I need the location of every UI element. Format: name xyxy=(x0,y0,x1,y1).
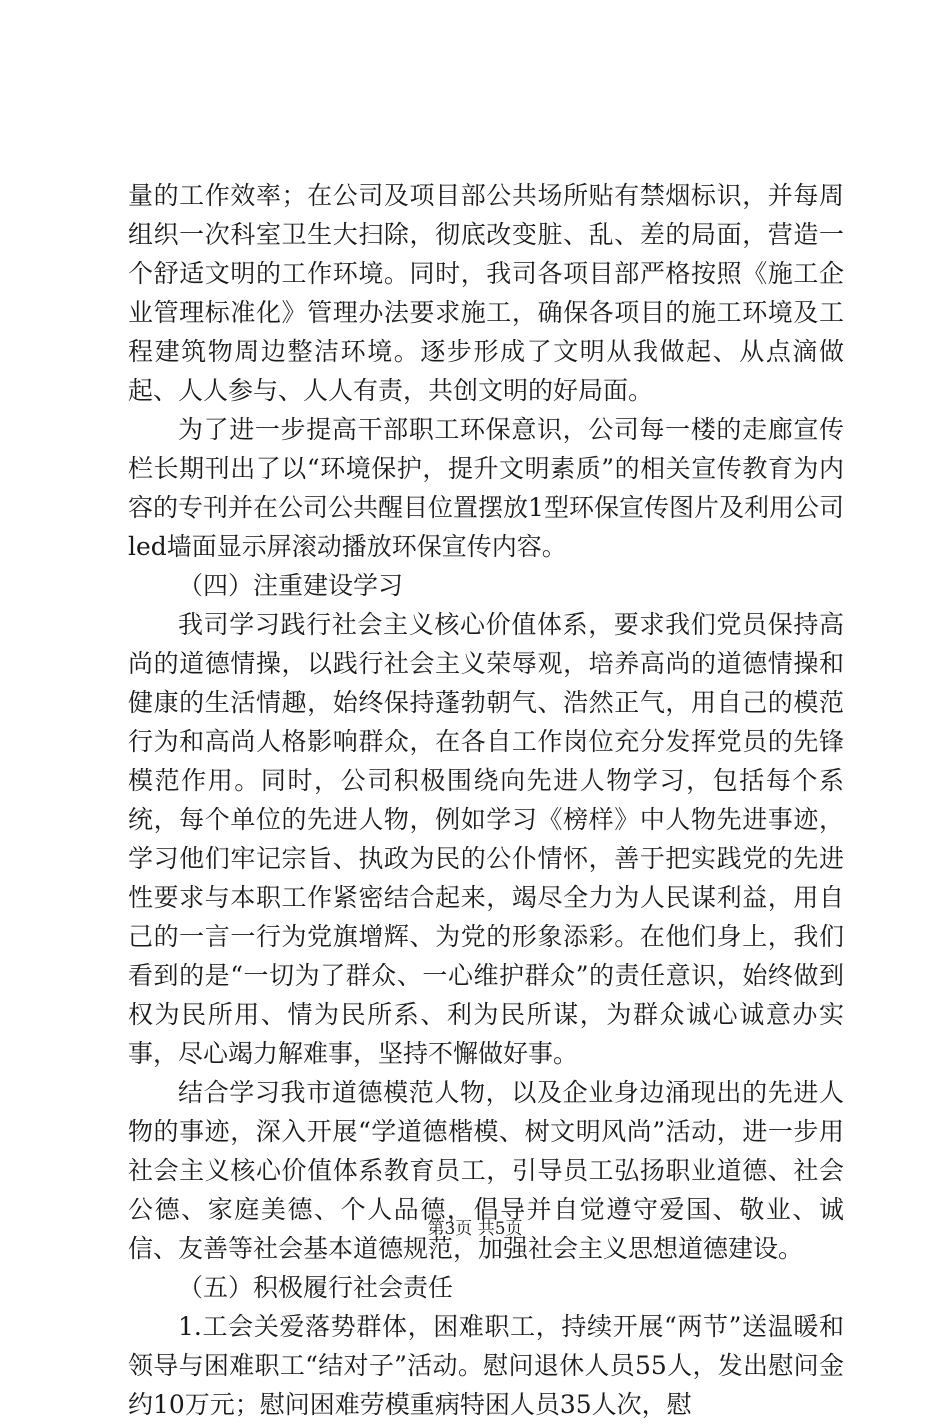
section-heading: （五）积极履行社会责任 xyxy=(178,1273,454,1302)
paragraph: 量的工作效率；在公司及项目部公共场所贴有禁烟标识，并每周组织一次科室卫生大扫除，彻底改变脏、乱、差的局面，营造一个舒适文明的工作环境。同时，我司各项目部严格按照《施工企业管理标准化》管理办法要求施工，确保各项目的施工环境及工程建筑物周边整洁环境。逐步形成了文明从我做起、从点滴做起、人人参与、人人有责，共创文明的好局面。 xyxy=(128,181,844,405)
paragraph: 结合学习我市道德模范人物，以及企业身边涌现出的先进人物的事迹，深入开展“学道德楷模、树文明风尚”活动，进一步用社会主义核心价值体系教育员工，引导员工弘扬职业道德、社会公德、家庭美德、个人品德，倡导并自觉遵守爱国、敬业、诚信、友善等社会基本道德规范，加强社会主义思想道德建设。 xyxy=(128,1078,844,1263)
paragraph: 我司学习践行社会主义核心价值体系，要求我们党员保持高尚的道德情操，以践行社会主义荣辱观，培养高尚的道德情操和健康的生活情趣，始终保持蓬勃朝气、浩然正气，用自己的模范行为和高尚人格影响群众，在各自工作岗位充分发挥党员的先锋模范作用。同时，公司积极围绕向先进人物学习，包括每个系统，每个单位的先进人物，例如学习《榜样》中人物先进事迹，学习他们牢记宗旨、执政为民的公仆情怀，善于把实践党的先进性要求与本职工作紧密结合起来，竭尽全力为人民谋利益，用自己的一言一行为党旗增辉、为党的形象添彩。在他们身上，我们看到的是“一切为了群众、一心维护群众”的责任意识，始终做到权为民所用、情为民所系、利为民所谋，为群众诚心诚意办实事，尽心竭力解难事，坚持不懈做好事。 xyxy=(128,610,844,1068)
section-heading: （四）注重建设学习 xyxy=(178,571,404,600)
page-footer: 第3页 共5页 xyxy=(427,1219,523,1239)
paragraph: 1.工会关爱落势群体，困难职工，持续开展“两节”送温暖和领导与困难职工“结对子”活动。慰问退休人员55人，发出慰问金约10万元；慰问困难劳模重病特困人员35人次，慰 xyxy=(128,1312,844,1419)
paragraph: 为了进一步提高干部职工环保意识，公司每一楼的走廊宣传栏长期刊出了以“环境保护，提升文明素质”的相关宣传教育为内容的专刊并在公司公共醒目位置摆放1型环保宣传图片及利用公司led墙面显示屏滚动播放环保宣传内容。 xyxy=(128,415,844,561)
